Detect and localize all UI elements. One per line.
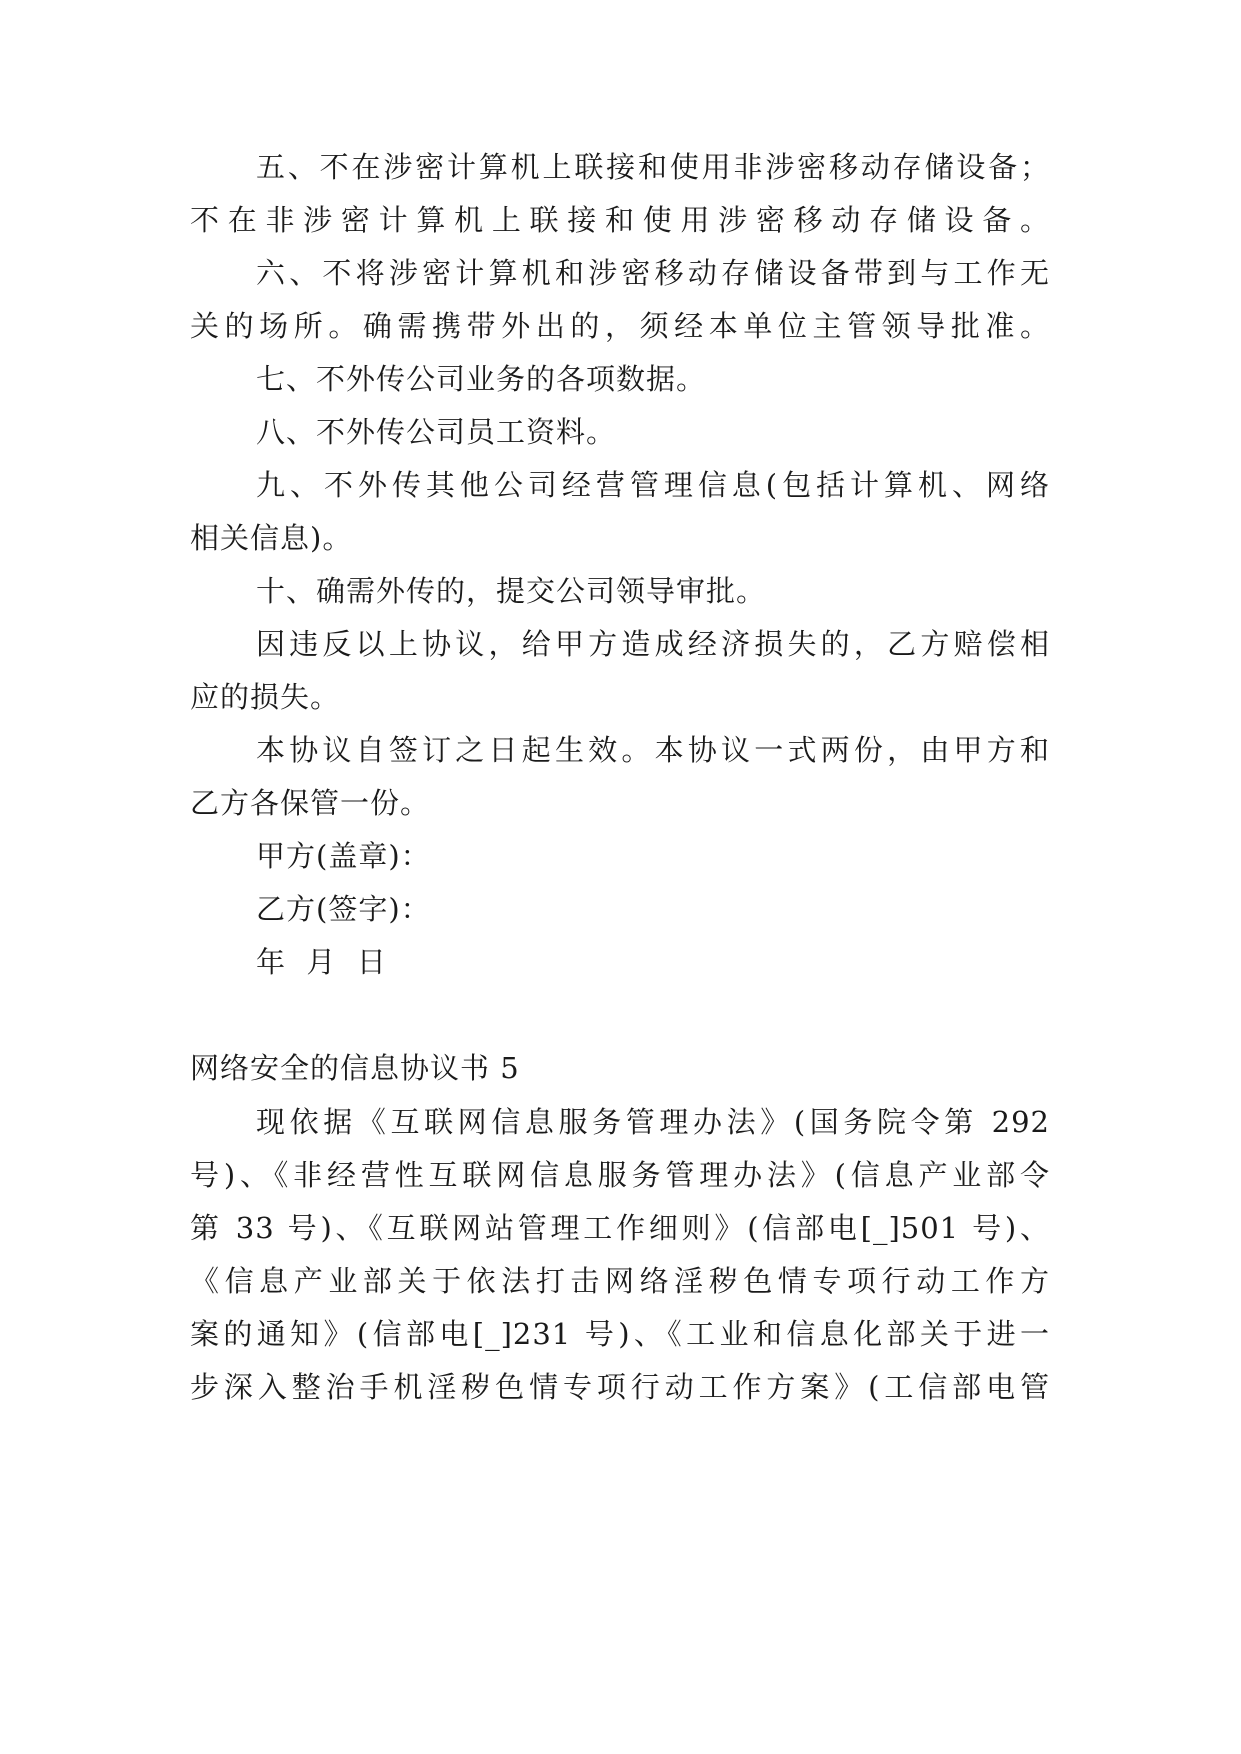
- party-b-signature: 乙方(签字)：: [256, 892, 431, 926]
- clause-6-line-1: 六、不将涉密计算机和涉密移动存储设备带到与工作无: [256, 256, 1050, 290]
- clause-9-line-2: 相关信息)。: [190, 521, 353, 555]
- effective-line-1: 本协议自签订之日起生效。本协议一式两份，由甲方和: [256, 733, 1050, 767]
- effective-line-2: 乙方各保管一份。: [190, 786, 431, 820]
- party-a-seal: 甲方(盖章)：: [256, 839, 431, 873]
- liability-line-1: 因违反以上协议，给甲方造成经济损失的，乙方赔偿相: [256, 627, 1050, 661]
- clause-8: 八、不外传公司员工资料。: [256, 415, 617, 449]
- basis-line-1: 现依据《互联网信息服务管理办法》(国务院令第 292: [256, 1105, 1050, 1139]
- date-line: 年 月 日: [256, 945, 387, 979]
- basis-line-4: 《信息产业部关于依法打击网络淫秽色情专项行动工作方: [190, 1264, 1050, 1298]
- basis-line-6: 步深入整治手机淫秽色情专项行动工作方案》(工信部电管: [190, 1370, 1050, 1404]
- basis-line-5: 案的通知》(信部电[_]231 号)、《工业和信息化部关于进一: [190, 1317, 1050, 1351]
- liability-line-2: 应的损失。: [190, 680, 341, 714]
- clause-7: 七、不外传公司业务的各项数据。: [256, 362, 707, 396]
- section-heading: 网络安全的信息协议书 5: [190, 1051, 520, 1085]
- clause-10: 十、确需外传的，提交公司领导审批。: [256, 574, 767, 608]
- clause-5-line-1: 五、不在涉密计算机上联接和使用非涉密移动存储设备；: [256, 150, 1050, 184]
- clause-9-line-1: 九、不外传其他公司经营管理信息(包括计算机、网络: [256, 468, 1050, 502]
- clause-6-line-2: 关的场所。确需携带外出的，须经本单位主管领导批准。: [190, 309, 1050, 343]
- basis-line-3: 第 33 号)、《互联网站管理工作细则》(信部电[_]501 号)、: [190, 1211, 1050, 1245]
- clause-5-line-2: 不在非涉密计算机上联接和使用涉密移动存储设备。: [190, 203, 1050, 237]
- basis-line-2: 号)、《非经营性互联网信息服务管理办法》(信息产业部令: [190, 1158, 1050, 1192]
